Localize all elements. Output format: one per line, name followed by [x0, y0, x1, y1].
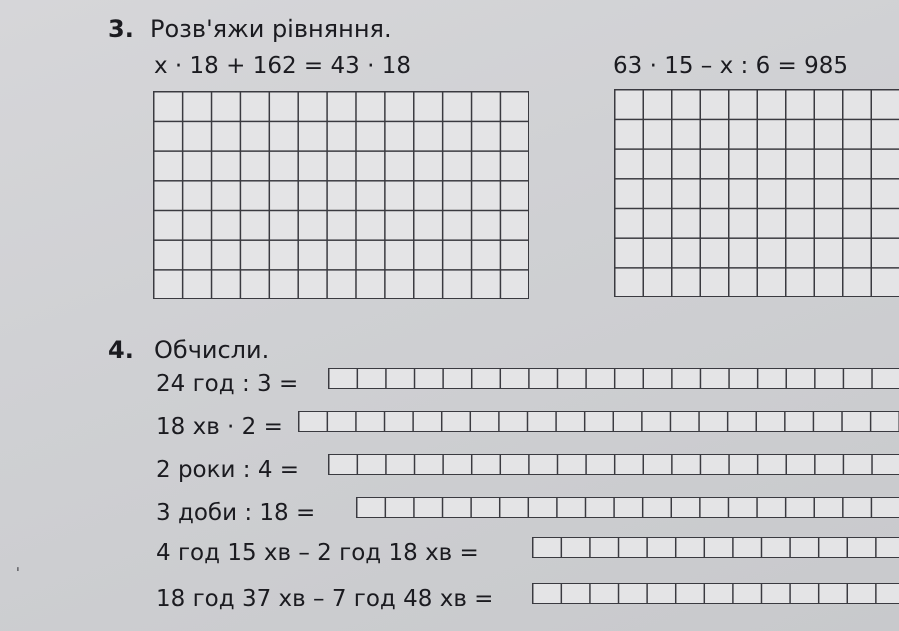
- answer-strip-6[interactable]: [532, 583, 899, 604]
- task-4-number: 4.: [108, 336, 134, 364]
- answer-strip-1[interactable]: [328, 368, 899, 389]
- answer-strip-3[interactable]: [328, 454, 899, 475]
- answer-grid-2[interactable]: [614, 89, 899, 297]
- expression-5: 4 год 15 хв – 2 год 18 хв =: [156, 540, 479, 566]
- answer-strip-5[interactable]: [532, 537, 899, 558]
- expression-1: 24 год : 3 =: [156, 371, 299, 397]
- answer-strip-4[interactable]: [356, 497, 899, 518]
- task-3-number: 3.: [108, 15, 134, 43]
- expression-3: 2 роки : 4 =: [156, 457, 300, 483]
- pencil-mark: ˌ: [16, 557, 20, 573]
- expression-4: 3 доби : 18 =: [156, 500, 316, 526]
- answer-strip-2[interactable]: [298, 411, 899, 432]
- expression-2: 18 хв · 2 =: [156, 414, 283, 440]
- equation-1: x · 18 + 162 = 43 · 18: [154, 53, 411, 79]
- answer-grid-1[interactable]: [153, 91, 529, 299]
- task-4-title: Обчисли.: [154, 336, 270, 364]
- equation-2: 63 · 15 – x : 6 = 985: [613, 53, 848, 79]
- task-3-title: Розв'яжи рівняння.: [150, 15, 392, 43]
- expression-6: 18 год 37 хв – 7 год 48 хв =: [156, 586, 494, 612]
